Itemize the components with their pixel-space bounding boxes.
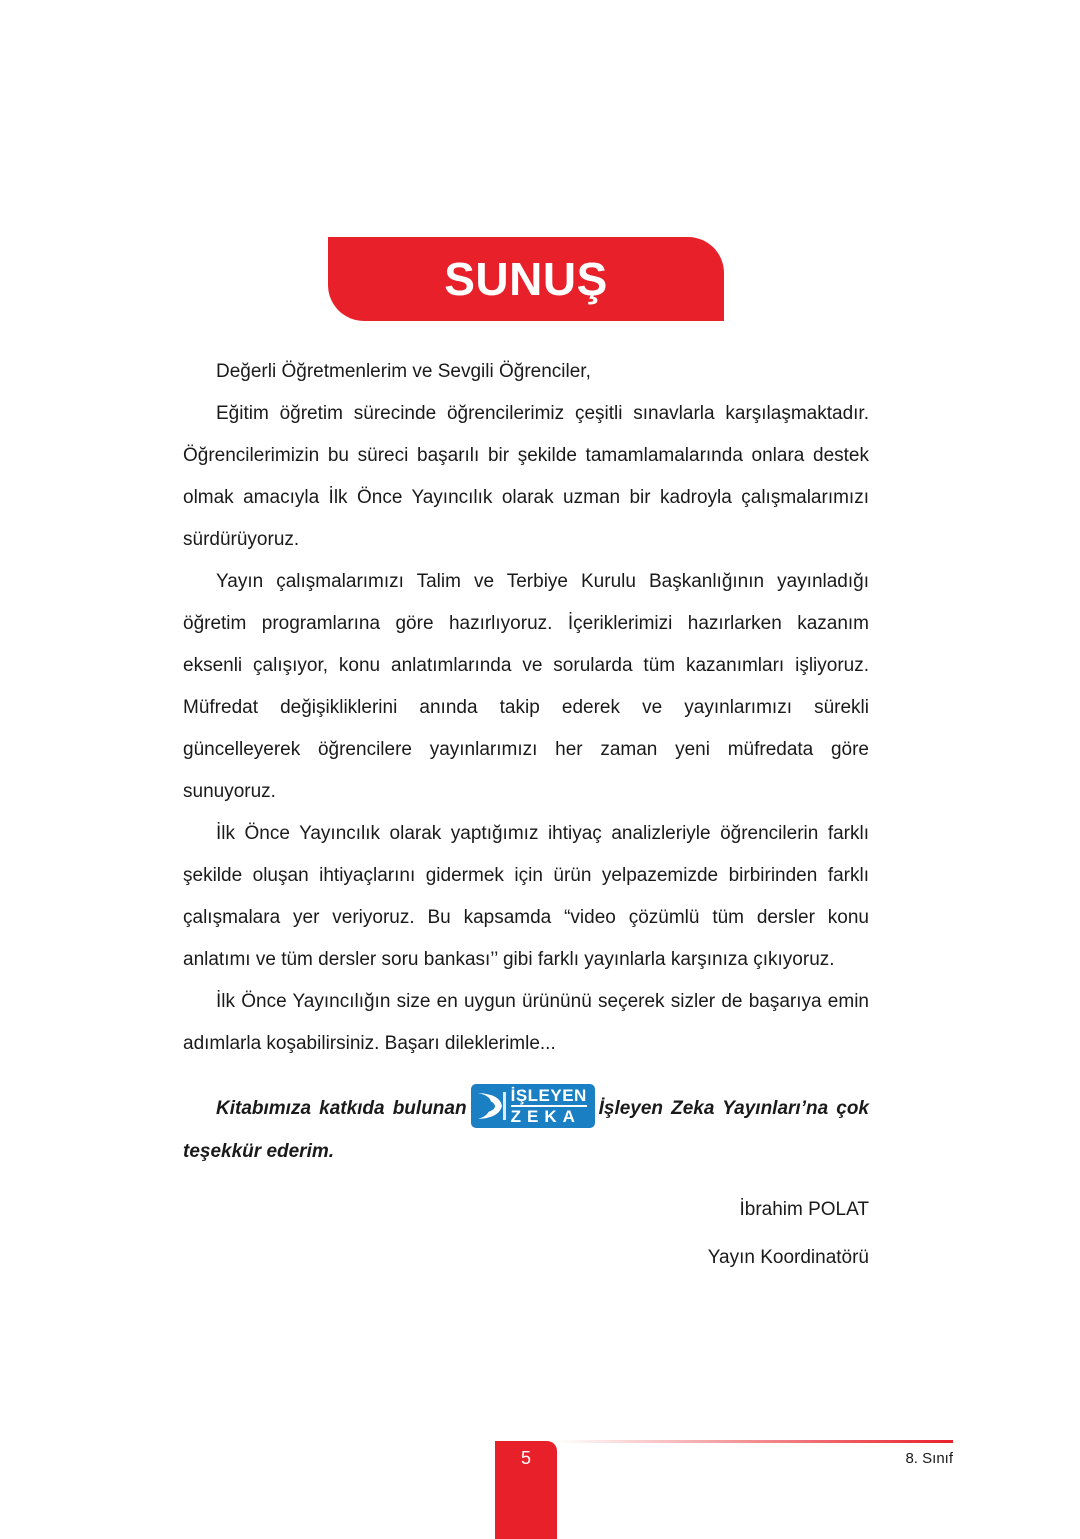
letter-body <box>183 351 869 1173</box>
thanks-text-before: Kitabımıza katkıda bulunan <box>216 1098 467 1120</box>
thanks-text-after: İşleyen Zeka Yayınları’na çok teşekkür ederim. <box>183 1098 869 1162</box>
page-title: SUNUŞ <box>444 253 608 305</box>
title-banner <box>328 237 724 321</box>
signature-title: Yayın Koordinatörü <box>707 1247 869 1268</box>
logo-text-line1: İŞLEYEN <box>510 1086 587 1105</box>
logo-text-line2: ZEKA <box>510 1107 581 1126</box>
signature-block <box>708 1186 869 1282</box>
signature-name: İbrahim POLAT <box>739 1199 869 1220</box>
wing-swoosh-icon <box>475 1088 509 1124</box>
paragraph-4: İlk Önce Yayıncılığın size en uygun ürününü seçerek sizler de başarıya emin adımlarla koşabilirsiniz. Başarı dileklerimle... <box>183 991 869 1054</box>
greeting: Değerli Öğretmenlerim ve Sevgili Öğrenciler, <box>216 361 591 382</box>
page-number: 5 <box>520 1448 531 1468</box>
footer-divider <box>557 1440 953 1443</box>
thanks-paragraph <box>183 1087 869 1173</box>
paragraph-2: Yayın çalışmalarımızı Talim ve Terbiye Kurulu Başkanlığının yayınladığı öğretim programlarına göre hazırlıyoruz. İçeriklerimizi hazırlarken kazanım eksenli çalışıyor, konu anlatımlarında ve sorularda tüm kazanımları işliyoruz. Müfredat değişikliklerini anında takip ederek ve yayınlarımızı sürekli güncelleyerek öğrencilere yayınlarımızı her zaman yeni müfredata göre sunuyoruz. <box>183 571 869 802</box>
paragraph-1: Eğitim öğretim sürecinde öğrencilerimiz çeşitli sınavlarla karşılaşmaktadır. Öğrencilerimizin bu süreci başarılı bir şekilde tamamlamalarında onlara destek olmak amacıyla İlk Önce Yayıncılık olarak uzman bir kadroyla çalışmalarımızı sürdürüyoruz. <box>183 403 869 550</box>
paragraph-3: İlk Önce Yayıncılık olarak yaptığımız ihtiyaç analizleriyle öğrencilerin farklı şekilde oluşan ihtiyaçlarını gidermek için ürün yelpazemizde birbirinden farklı çalışmalara yer veriyoruz. Bu kapsamda “video çözümlü tüm dersler konu anlatımı ve tüm dersler soru bankası’’ gibi farklı yayınlarla karşınıza çıkıyoruz. <box>183 823 869 970</box>
isleyen-zeka-logo <box>471 1084 595 1128</box>
grade-label: 8. Sınıf <box>905 1450 953 1467</box>
